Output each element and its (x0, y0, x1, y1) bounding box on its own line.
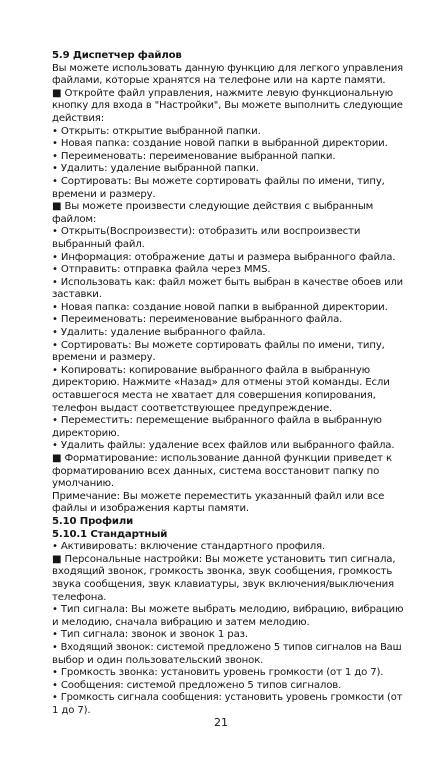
text-line: • Тип сигнала: Вы можете выбрать мелодию, вибрацию, вибрацию (52, 604, 404, 616)
manual-page-body (52, 50, 404, 717)
text-line: • Открыть(Воспроизвести): отобразить или воспроизвести (52, 226, 361, 238)
text-line: • Переименовать: переименование выбранной папки. (52, 150, 336, 162)
text-line: • Новая папка: создание новой папки в выбранной директории. (52, 138, 388, 150)
text-line: директорию. (52, 427, 120, 439)
text-line: • Отправить: отправка файла через MMS. (52, 264, 271, 276)
text-line: телефон выдаст соответствующее предупреждение. (52, 402, 333, 414)
text-line: и мелодию, сначала вибрацию и затем мелодию. (52, 616, 310, 628)
section-heading: 5.9 Диспетчер файлов (52, 50, 182, 61)
text-line: звука сообщения, звук клавиатуры, звук включения/выключения (52, 578, 394, 590)
text-line: • Информация: отображение даты и размера выбранного файла. (52, 251, 396, 263)
page-number: 21 (214, 716, 228, 729)
text-line: • Сообщения: системой предложено 5 типов сигналов. (52, 679, 342, 691)
text-line: 1 до 7). (52, 704, 91, 716)
section-heading: 5.10.1 Стандартный (52, 528, 168, 540)
text-line: времени и размеру. (52, 352, 156, 364)
text-line: • Переместить: перемещение выбранного файла в выбранную (52, 415, 382, 427)
text-line: кнопку для входа в "Настройки", Вы можете выполнить следующие (52, 100, 403, 112)
text-line: оставшегося места не хватает для совершения копирования, (52, 390, 376, 402)
text-line: • Сортировать: Вы можете сортировать файлы по имени, типу, (52, 175, 385, 187)
text-line: • Громкость звонка: установить уровень громкости (от 1 до 7). (52, 667, 384, 679)
text-line: • Удалить: удаление выбранного файла. (52, 327, 266, 339)
text-line: выбор и один пользовательский звонок. (52, 654, 264, 666)
text-line: • Громкость сигнала сообщения: установить уровень громкости (от (52, 692, 403, 704)
text-line: входящий звонок, громкость звонка, звук сообщения, громкость (52, 566, 393, 578)
text-line: выбранный файл. (52, 238, 145, 250)
text-line: форматированию всех данных, система восстановит папку по (52, 465, 380, 477)
text-line: • Использовать как: файл может быть выбран в качестве обоев или (52, 276, 403, 288)
text-line: файлами, которые хранятся на телефоне или на карте памяти. (52, 75, 386, 87)
text-line: директорию. Нажмите «Назад» для отмены этой команды. Если (52, 377, 390, 389)
text-line: • Тип сигнала: звонок и звонок 1 раз. (52, 629, 248, 641)
text-line: действия: (52, 112, 104, 124)
text-line: • Сортировать: Вы можете сортировать файлы по имени, типу, (52, 339, 385, 351)
text-line: файлы и изображения карты памяти. (52, 503, 249, 515)
text-line: • Открыть: открытие выбранной папки. (52, 125, 261, 137)
text-line: ■ Персональные настройки: Вы можете установить тип сигнала, (52, 553, 396, 565)
text-line: • Входящий звонок: системой предложено 5 типов сигналов на Ваш (52, 641, 402, 653)
text-line: времени и размеру. (52, 188, 156, 200)
text-line: • Копировать: копирование выбранного файла в выбранную (52, 364, 371, 376)
section-heading: 5.10 Профили (52, 515, 134, 527)
text-line: • Переименовать: переименование выбранного файла. (52, 314, 343, 326)
text-line: файлом: (52, 213, 97, 225)
text-line: • Активировать: включение стандартного профиля. (52, 541, 326, 553)
text-line: ■ Вы можете произвести следующие действия с выбранным (52, 201, 374, 213)
text-line: заставки. (52, 289, 102, 301)
text-line: Примечание: Вы можете переместить указанный файл или все (52, 490, 385, 502)
text-line: телефона. (52, 591, 107, 603)
text-line: • Удалить файлы: удаление всех файлов или выбранного файла. (52, 440, 395, 452)
text-line: Вы можете использовать данную функцию для легкого управления (52, 62, 403, 74)
text-line: • Удалить: удаление выбранной папки. (52, 163, 259, 175)
text-line: ■ Форматирование: использование данной функции приведет к (52, 453, 392, 464)
text-line: умолчанию. (52, 478, 114, 490)
text-line: ■ Откройте файл управления, нажмите левую функциональную (52, 87, 394, 99)
text-line: • Новая папка: создание новой папки в выбранной директории. (52, 301, 388, 313)
